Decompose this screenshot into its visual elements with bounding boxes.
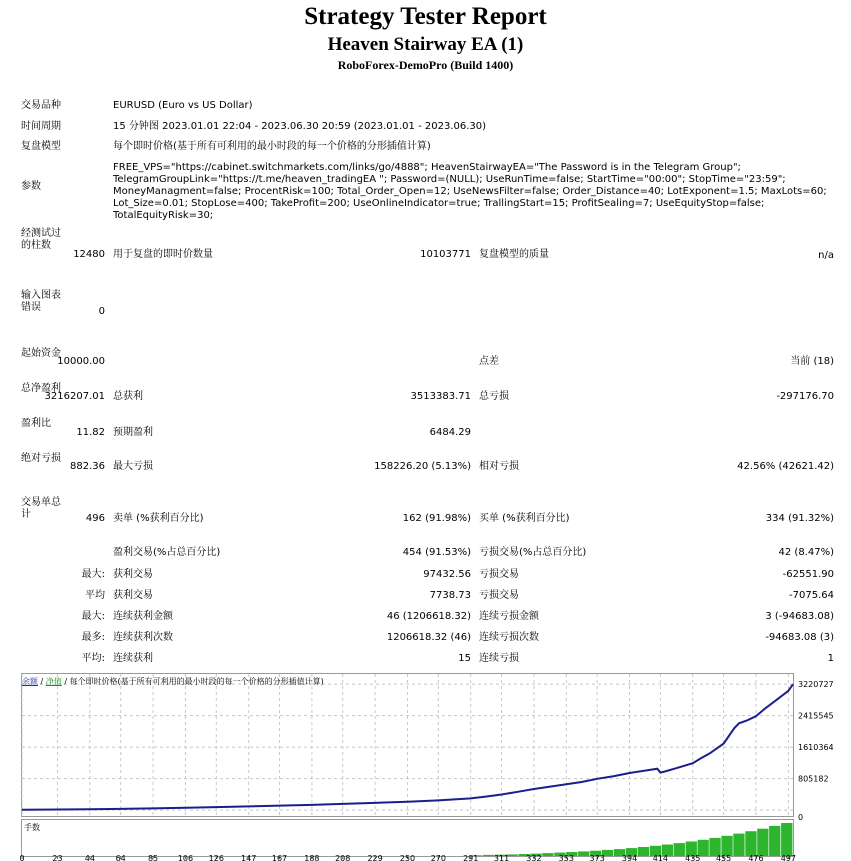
volume-title: 手数: [24, 823, 40, 832]
cons-win-amount-value: 46 (1206618.32): [386, 611, 471, 622]
most-prefix: 最多:: [81, 632, 105, 643]
cons-loss-amount-value: 3 (-94683.08): [765, 611, 834, 622]
cons-loss-amount-label: 连续亏损金额: [479, 611, 539, 622]
avg-cons-loss-label: 连续亏损: [479, 653, 519, 664]
loss-trades-label: 亏损交易(%占总百分比): [479, 547, 587, 558]
errors-label: 输入图表错误: [21, 290, 61, 313]
win-trades-label: 盈利交易(%占总百分比): [113, 547, 221, 558]
x-tick-label: 435: [685, 854, 701, 861]
spread-value: 当前 (18): [790, 356, 834, 367]
expected-payoff-value: 6484.29: [429, 427, 471, 438]
cons-win-count-label: 连续获利次数: [113, 632, 173, 643]
volume-bar: [638, 847, 649, 856]
short-trades-value: 162 (91.98%): [402, 513, 471, 524]
x-tick-label: 455: [715, 854, 732, 861]
x-tick-label: 167: [271, 854, 288, 861]
x-tick-label: 497: [780, 854, 797, 861]
cons-loss-count-label: 连续亏损次数: [479, 632, 539, 643]
params-value: FREE_VPS="https://cabinet.switchmarkets.com/links/go/4888"; HeavenStairwayEA="The Password is in the Telegram Group"; TelegramGroupLink="https://t.me/heaven_tradingEA "; Password=(NULL); UseRunTime=false; StartTime="00:00"; StopTime="23:59"; MoneyManagment=false; ProcentRisk=100; Total_Order_Open=12; UseNewsFilter=false; Order_Distance=40; LotExponent=1.5; MaxLots=60; Lot_Size=0.01; StopLose=400; TakeProfit=200; UseOnlineIndicator=true; TrallingStart=15; ProfitSealing=7; UseEquityStop=false; TotalEquityRisk=30;: [113, 162, 827, 221]
errors-value: 0: [98, 306, 105, 317]
profit-factor-label: 盈利比: [21, 418, 51, 429]
long-trades-label: 买单 (%获利百分比): [479, 513, 570, 524]
ea-name: Heaven Stairway EA (1): [327, 34, 524, 55]
volume-bar: [483, 855, 494, 856]
y-tick-label: 2415545: [798, 711, 834, 721]
expected-payoff-label: 预期盈利: [113, 427, 153, 438]
volume-bar: [542, 853, 553, 856]
avg-loss-value: -7075.64: [789, 590, 834, 601]
net-profit-value: 3216207.01: [44, 391, 105, 402]
avg-win-label: 获利交易: [113, 590, 153, 601]
cons-win-amount-label: 连续获利金额: [113, 611, 173, 622]
ticks-label: 用于复盘的即时价数量: [113, 249, 213, 260]
y-tick-label: 805182: [798, 774, 829, 784]
volume-bar: [674, 843, 685, 856]
max-consecutive-prefix: 最大:: [81, 611, 105, 622]
max-drawdown-value: 158226.20 (5.13%): [374, 461, 471, 472]
total-trades-label: 交易单总计: [21, 497, 61, 520]
quality-label: 复盘模型的质量: [479, 249, 549, 260]
deposit-value: 10000.00: [57, 356, 105, 367]
volume-bar: [721, 836, 732, 856]
spread-label: 点差: [479, 356, 499, 367]
bars-value: 12480: [73, 249, 105, 260]
legend-sep1: /: [38, 677, 46, 686]
chart-legend: [22, 676, 324, 687]
x-tick-label: 64: [115, 854, 126, 861]
model-value: 每个即时价格(基于所有可利用的最小时段的每一个价格的分形插值计算): [113, 141, 431, 152]
short-trades-label: 卖单 (%获利百分比): [113, 513, 204, 524]
x-tick-label: 394: [621, 854, 638, 861]
symbol-label: 交易品种: [21, 100, 61, 111]
period-label: 时间周期: [21, 121, 61, 132]
period-value: 15 分钟图 2023.01.01 22:04 - 2023.06.30 20:59 (2023.01.01 - 2023.06.30): [113, 121, 487, 132]
balance-chart: [21, 673, 851, 861]
gross-profit-label: 总获利: [113, 391, 143, 402]
legend-balance: 余额: [22, 677, 38, 686]
broker-build: RoboForex-DemoPro (Build 1400): [337, 58, 514, 72]
rel-drawdown-value: 42.56% (42621.42): [737, 461, 834, 472]
x-tick-label: 44: [84, 854, 95, 861]
volume-bar: [757, 829, 768, 856]
largest-win-label: 获利交易: [113, 569, 153, 580]
x-tick-label: 126: [208, 854, 224, 861]
volume-bar: [578, 851, 589, 856]
loss-trades-value: 42 (8.47%): [778, 547, 834, 558]
x-tick-label: 106: [177, 854, 194, 861]
quality-value: n/a: [818, 250, 834, 261]
x-tick-label: 0: [19, 854, 25, 861]
long-trades-value: 334 (91.32%): [765, 513, 834, 524]
y-tick-label: 0: [798, 813, 804, 822]
rel-drawdown-label: 相对亏损: [479, 461, 519, 472]
win-trades-value: 454 (91.53%): [402, 547, 471, 558]
x-tick-label: 373: [589, 854, 605, 861]
ticks-value: 10103771: [420, 249, 471, 260]
x-tick-label: 188: [304, 854, 320, 861]
largest-loss-label: 亏损交易: [479, 569, 519, 580]
profit-factor-value: 11.82: [76, 427, 105, 438]
gross-loss-value: -297176.70: [776, 391, 834, 402]
largest-loss-value: -62551.90: [782, 569, 834, 580]
bars-label: 经测试过的柱数: [21, 228, 61, 251]
x-tick-label: 229: [367, 854, 383, 861]
volume-bar: [745, 831, 756, 856]
cons-win-count-value: 1206618.32 (46): [386, 632, 471, 643]
x-tick-label: 476: [748, 854, 764, 861]
avg-consecutive-prefix: 平均:: [81, 653, 105, 664]
avg-win-value: 7738.73: [429, 590, 471, 601]
x-tick-label: 414: [652, 854, 669, 861]
abs-drawdown-label: 绝对亏损: [21, 453, 61, 464]
legend-equity: 净值: [45, 677, 62, 686]
x-tick-label: 311: [493, 854, 510, 861]
max-drawdown-label: 最大亏损: [113, 461, 153, 472]
symbol-value: EURUSD (Euro vs US Dollar): [113, 100, 253, 111]
model-label: 复盘模型: [21, 141, 61, 152]
legend-model: 每个即时价格(基于所有可利用的最小时段的每一个价格的分形插值计算): [69, 677, 324, 686]
volume-bar: [781, 823, 792, 856]
average-prefix: 平均: [85, 590, 105, 601]
avg-cons-win-value: 15: [458, 653, 471, 664]
largest-prefix: 最大:: [81, 569, 105, 580]
abs-drawdown-value: 882.36: [70, 461, 105, 472]
x-tick-label: 208: [335, 854, 351, 861]
avg-cons-win-label: 连续获利: [113, 653, 153, 664]
total-trades-value: 496: [85, 513, 105, 524]
volume-bar: [733, 834, 744, 856]
cons-loss-count-value: -94683.08 (3): [765, 632, 834, 643]
report-title: Strategy Tester Report: [304, 3, 547, 30]
x-tick-label: 23: [52, 854, 63, 861]
avg-loss-label: 亏损交易: [479, 590, 519, 601]
avg-cons-loss-value: 1: [827, 653, 834, 664]
largest-win-value: 97432.56: [423, 569, 471, 580]
deposit-label: 起始资金: [21, 348, 61, 359]
x-tick-label: 291: [463, 854, 479, 861]
legend-sep2: /: [61, 677, 70, 686]
x-tick-label: 250: [399, 854, 416, 861]
net-profit-label: 总净盈利: [21, 383, 61, 394]
x-tick-label: 332: [526, 854, 542, 861]
gross-loss-label: 总亏损: [479, 391, 509, 402]
gross-profit-value: 3513383.71: [410, 391, 471, 402]
x-tick-label: 270: [430, 854, 446, 861]
y-tick-label: 3220727: [798, 680, 834, 690]
x-tick-label: 353: [558, 854, 574, 861]
x-tick-label: 147: [241, 854, 257, 861]
x-tick-label: 85: [147, 854, 159, 861]
y-tick-label: 1610364: [798, 743, 834, 753]
params-label: 参数: [21, 181, 41, 192]
volume-bar: [769, 826, 780, 856]
